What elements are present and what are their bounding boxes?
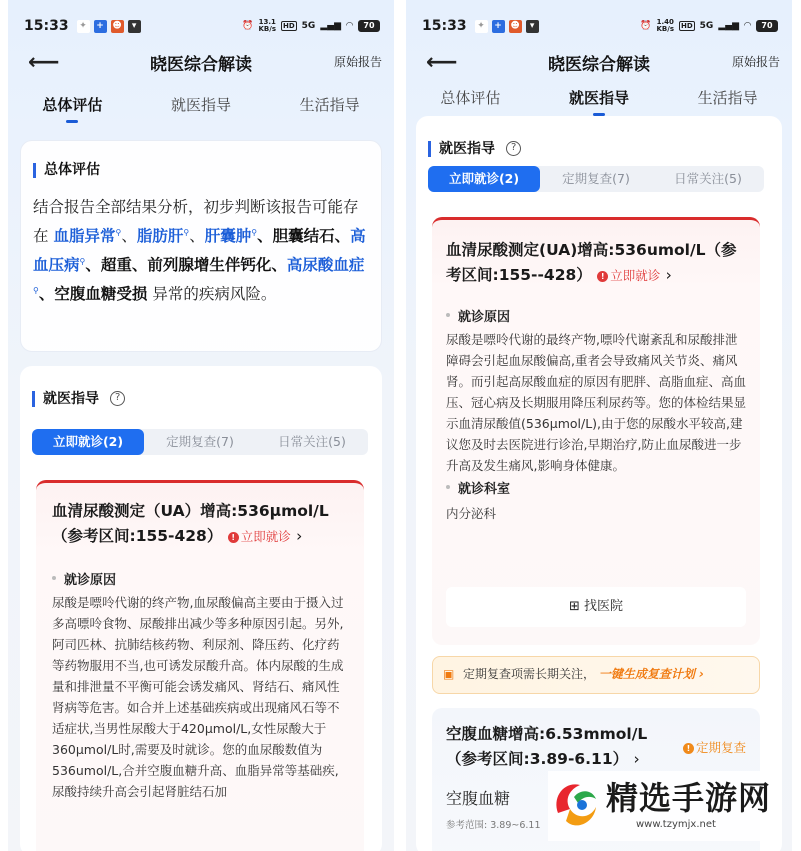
app-box-icon: ▾ [128,20,141,33]
seg-urgent[interactable]: 立即就诊(2) [32,429,144,455]
alert-icon: ! [597,271,608,282]
net-speed: 13.1 KB/s [258,18,276,33]
guide-header [428,138,521,157]
app-plus-icon: + [492,20,505,33]
ua-item-card[interactable] [432,217,760,645]
tab-overall[interactable]: 总体评估 [440,89,501,107]
reason-text: 尿酸是嘌呤代谢的终产物,血尿酸偏高主要由于摄入过多高嘌呤食物、尿酸排出减少等多种原因引起。另外,阿司匹林、抗肺结核药物、利尿剂、降压药、化疗药等药物服用不当,也可诱发尿酸升高。体内尿酸的生成量和排泄量不平衡可能会诱发痛风、肾结石、痛风性肾病等危害。如合并上述基础疾病或出现痛风石等不适症状,当男性尿酸大于420μmol/L,女性尿酸大于360μmol/L时,需要及时就诊。您的血尿酸数值为536umol/L,合并空腹血糖升高、血脂异常等基础疾,尿酸持续升高会引起肾脏结石加 [52,595,344,799]
notification-icon: ✦ [77,20,90,33]
app-person-icon: ☻ [510,20,520,31]
guide-header [32,388,125,407]
tab-overall[interactable]: 总体评估 [8,94,137,130]
watermark [548,771,780,841]
glucose-ref-range: 参考范围: 3.89~6.11 [446,820,541,831]
tab-guide[interactable]: 就医指导 [171,96,232,114]
net-speed: 1.40 KB/s [656,18,674,33]
network-label: 5G [699,21,714,31]
tab-life[interactable]: 生活指导 [299,96,360,114]
status-bar [422,14,778,38]
hd-icon: HD [282,22,295,30]
seg-recheck[interactable]: 定期复查(7) [562,171,630,186]
term-hyperuricemia[interactable]: 高尿酸血症⚲ [33,256,365,296]
reason-label: 就诊原因 [446,306,746,325]
back-arrow-icon[interactable]: ⟵ [426,50,458,75]
original-report-link[interactable]: 原始报告 [333,55,382,69]
overall-card [20,140,382,352]
ua-item-card[interactable] [36,480,364,851]
hospital-icon: ⊞ [568,599,580,614]
app-header [8,46,394,78]
app-box-icon: ▾ [526,20,539,33]
term-fatty-liver[interactable]: 脂肪肝⚲ [136,227,190,246]
guide-segments [428,166,764,192]
status-bar [24,14,380,38]
app-plus-icon: + [94,20,107,33]
ua-item-title: 血清尿酸测定（UA）增高:536μmol/L（参考区间:155-428） ! 立即就诊 › [52,502,329,545]
wifi-icon: ◠ [744,21,751,31]
battery-icon: 70 [756,20,778,32]
dept-label: 就诊科室 [446,478,746,497]
glucose-metric-name: 空腹血糖 [446,789,511,808]
guide-segments [32,429,368,455]
find-hospital-button[interactable]: ⊞ 找医院 [446,587,746,627]
app-header [406,46,792,78]
recheck-badge: ! 定期复查 [683,738,746,756]
term-hypertension[interactable]: 高血压病⚲ [33,227,366,275]
status-time: 15:33 [422,18,467,34]
seg-daily[interactable]: 日常关注(5) [674,171,742,186]
alert-icon: ! [683,743,694,754]
alert-icon: ! [228,532,239,543]
alarm-icon: ⏰ [242,21,254,31]
overall-title: 总体评估 [33,163,367,178]
signal-icon: ▂▄▆ [718,21,740,31]
app-person-icon: ☻ [112,20,122,31]
generate-plan-link[interactable]: 一键生成复查计划 › [598,667,704,681]
reason-label: 就诊原因 [52,569,348,588]
dept-value: 内分泌科 [446,506,497,521]
seg-urgent[interactable]: 立即就诊(2) [428,166,540,192]
wifi-icon: ◠ [346,21,353,31]
status-time: 15:33 [24,18,69,34]
main-tabs [8,94,394,130]
clipboard-icon: ▣ [443,667,455,681]
chevron-right-icon[interactable]: › [633,750,640,768]
reason-text: 尿酸是嘌呤代谢的最终产物,嘌呤代谢紊乱和尿酸排泄障碍会引起血尿酸偏高,重者会导致痛风关节炎、痛风肾。而引起高尿酸血症的原因有肥胖、高脂血症、高血压、冠心病及长期服用降压利尿药等。您的体检结果显示血清尿酸值(536μmol/L),由于您的尿酸水平较高,建议您及时去医院进行诊治,早期治疗,防止血尿酸进一步升高及发生痛风,影响身体健康。 [446,332,747,473]
overall-text: 结合报告全部结果分析，初步判断该报告可能存在 血脂异常⚲、脂肪肝⚲、肝囊肿⚲、胆囊结石、高血压病⚲、超重、前列腺增生伴钙化、高尿酸血症⚲、空腹血糖受损 异常的疾病风险。 [33,198,366,304]
chevron-right-icon[interactable]: › [296,527,303,545]
page-title: 晓医综合解读 [548,55,650,75]
help-icon[interactable]: ? [506,141,521,156]
watermark-text: 精选手游网 [606,779,772,817]
guide-card [416,116,782,851]
original-report-link[interactable]: 原始报告 [731,55,780,69]
guide-card [20,366,382,851]
seg-daily[interactable]: 日常关注(5) [278,434,346,449]
hd-icon: HD [680,22,693,30]
term-lipid[interactable]: 血脂异常⚲ [53,227,122,246]
seg-recheck[interactable]: 定期复查(7) [166,434,234,449]
watermark-logo-icon [550,775,602,835]
urgent-badge: ! 立即就诊 [228,529,291,544]
tab-guide[interactable]: 就医指导 [535,87,664,123]
phone-screen-overall [8,0,394,851]
chevron-right-icon[interactable]: › [665,266,672,284]
phone-screen-guide [406,0,792,851]
watermark-url: www.tzymjx.net [636,819,716,830]
help-icon[interactable]: ? [110,391,125,406]
notification-icon: ✦ [475,20,488,33]
urgent-badge: ! 立即就诊 [597,268,660,283]
network-label: 5G [301,21,316,31]
signal-icon: ▂▄▆ [320,21,342,31]
ua-item-title: 血清尿酸测定(UA)增高:536umol/L（参考区间:155--428） ! 立即就诊 › [446,241,737,284]
glucose-item-title: 空腹血糖增高:6.53mmol/L（参考区间:3.89-6.11） › [446,725,648,768]
back-arrow-icon[interactable]: ⟵ [28,50,60,75]
guide-title: 就医指导 [32,391,99,407]
tab-life[interactable]: 生活指导 [697,89,758,107]
recheck-plan-banner[interactable]: ▣ 定期复查项需长期关注， 一键生成复查计划 › [432,656,760,694]
term-liver-cyst[interactable]: 肝囊肿⚲ [204,227,258,246]
battery-icon: 70 [358,20,380,32]
guide-title: 就医指导 [428,141,495,157]
alarm-icon: ⏰ [640,21,652,31]
page-title: 晓医综合解读 [150,55,252,75]
